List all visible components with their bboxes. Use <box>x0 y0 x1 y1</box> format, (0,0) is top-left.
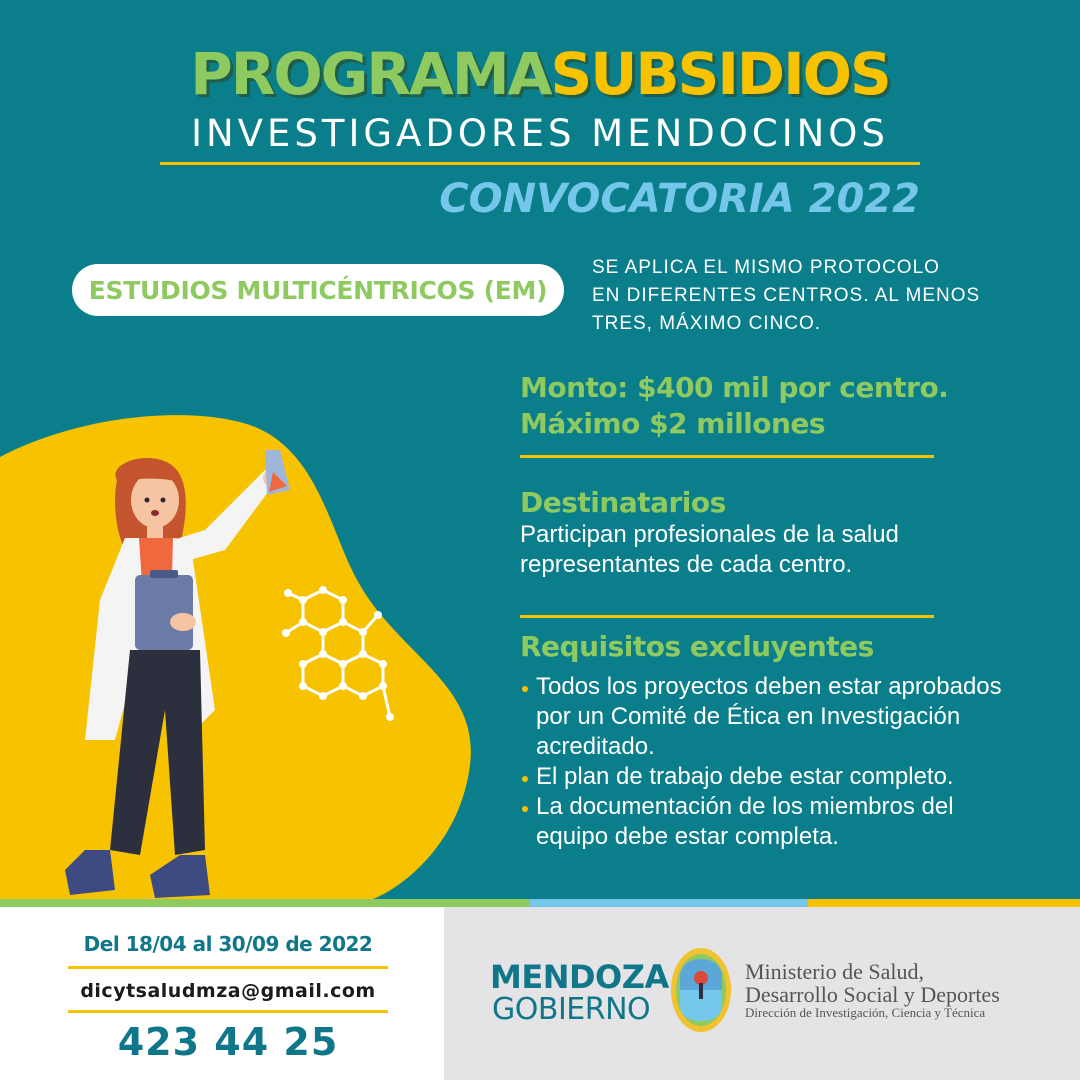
amount-max-line: Máximo $2 millones <box>520 407 826 440</box>
recipients-line: representantes de cada centro. <box>520 551 853 578</box>
blue-strip <box>530 899 808 907</box>
contact-divider <box>68 966 388 969</box>
category-description <box>592 254 1022 338</box>
requirement-item <box>520 672 1050 762</box>
category-description-line: SE APLICA EL MISMO PROTOCOLO <box>592 257 940 278</box>
requirement-item <box>520 762 1050 792</box>
requirement-line: acreditado. <box>536 733 655 760</box>
category-description-line: EN DIFERENTES CENTROS. AL MENOS <box>592 285 981 306</box>
recipients-text <box>520 520 1050 580</box>
requirements-list <box>520 672 1050 852</box>
section-divider <box>520 615 934 618</box>
ministry-name-line1: Ministerio de Salud, <box>745 959 925 984</box>
requirements-title: Requisitos excluyentes <box>520 630 874 663</box>
contact-email[interactable]: dicytsaludmza@gmail.com <box>80 980 376 1002</box>
program-title <box>0 42 1080 106</box>
molecule-icon <box>278 585 398 730</box>
ministry-name-line2: Desarrollo Social y Deportes <box>745 982 1000 1007</box>
section-divider <box>520 455 934 458</box>
bullet-icon <box>522 686 528 692</box>
amount-line: Monto: $400 mil por centro. <box>520 371 949 404</box>
requirement-line: por un Comité de Ética en Investigación <box>536 703 961 730</box>
category-badge: ESTUDIOS MULTICÉNTRICOS (EM) <box>72 264 564 316</box>
requirement-line: equipo debe estar completa. <box>536 823 839 850</box>
recipients-line: Participan profesionales de la salud <box>520 521 899 548</box>
requirement-item <box>520 792 1050 852</box>
date-range: Del 18/04 al 30/09 de 2022 <box>83 932 373 956</box>
call-year: CONVOCATORIA 2022 <box>439 176 920 222</box>
program-subtitle: INVESTIGADORES MENDOCINOS <box>191 112 889 155</box>
contact-divider <box>68 1010 388 1013</box>
category-description-line: TRES, MÁXIMO CINCO. <box>592 313 822 334</box>
subtitle-divider <box>160 162 920 165</box>
title-programa: PROGRAMA <box>190 40 551 108</box>
amount-block <box>520 370 1040 442</box>
scientist-illustration-icon <box>55 450 295 906</box>
bullet-icon <box>522 806 528 812</box>
contact-phone[interactable]: 423 44 25 <box>117 1020 339 1064</box>
brand-gobierno: GOBIERNO <box>492 992 651 1027</box>
green-strip <box>0 899 530 907</box>
ministry-department: Dirección de Investigación, Ciencia y Técnica <box>745 1005 986 1020</box>
requirement-line: El plan de trabajo debe estar completo. <box>536 763 954 790</box>
yellow-strip <box>808 899 1080 907</box>
title-subsidios: SUBSIDIOS <box>550 40 890 108</box>
requirement-line: La documentación de los miembros del <box>536 793 954 820</box>
requirement-line: Todos los proyectos deben estar aprobados <box>536 673 1002 700</box>
brand-mendoza: MENDOZA <box>490 958 669 996</box>
recipients-title: Destinatarios <box>520 486 726 519</box>
bullet-icon <box>522 776 528 782</box>
mendoza-seal-icon <box>668 945 734 1035</box>
